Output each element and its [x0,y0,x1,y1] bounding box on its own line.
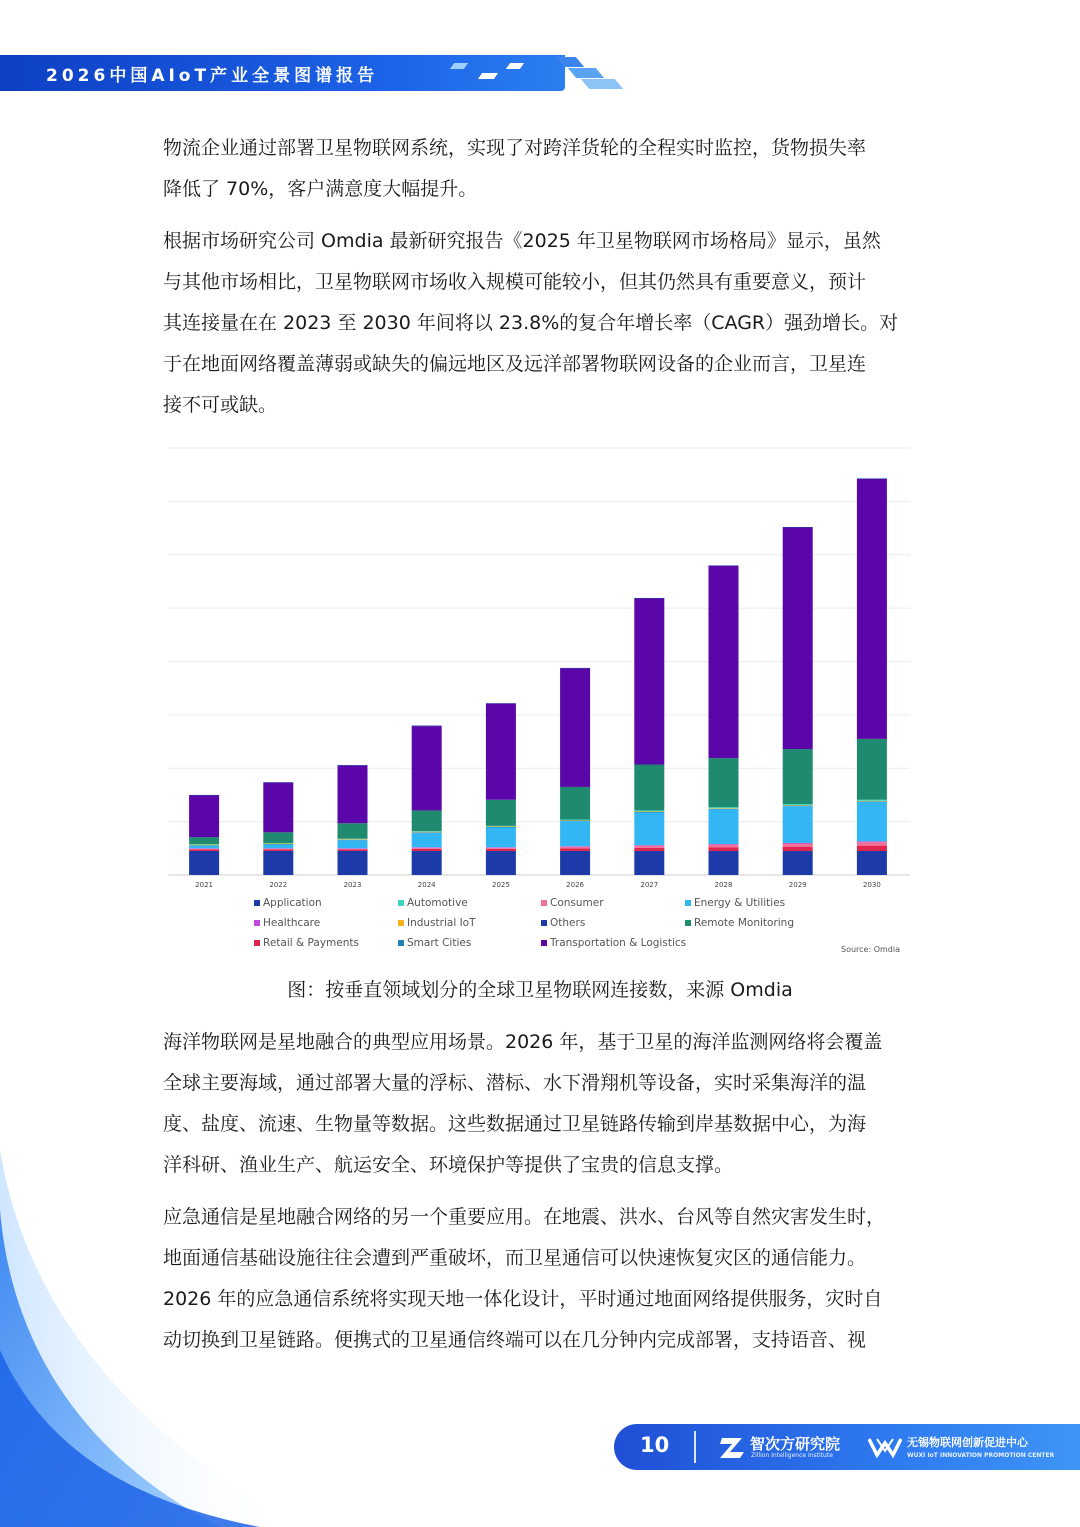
legend-label: Others [550,917,586,929]
bar-segment [338,839,368,840]
bar-segment [263,849,293,851]
bar-segment [412,831,442,832]
bar-segment [189,846,219,849]
bar-segment [412,851,442,875]
bar-segment [486,826,516,827]
bar-segment [560,848,590,851]
report-title: 2026中国AIoT产业全景图谱报告 [46,66,379,86]
x-tick-label: 2028 [714,881,733,889]
bar-segment [857,841,887,842]
bar-segment [338,823,368,838]
bar-segment [486,827,516,828]
text-line: 2026 年的应急通信系统将实现天地一体化设计，平时通过地面网络提供服务，灾时自 [163,1288,883,1310]
bar-segment [263,851,293,875]
bar-segment [709,845,739,848]
bar-segment [783,805,813,806]
bar-segment [412,726,442,727]
text-line: 全球主要海域，通过部署大量的浮标、潜标、水下滑翔机等设备，实时采集海洋的温 [163,1072,867,1094]
bar-segment [560,821,590,822]
bar-segment [338,766,368,824]
bar-segment [857,479,887,739]
bar-segment [857,846,887,851]
bar-segment [783,806,813,807]
legend-label: Application [263,897,322,909]
org2-subtitle: WUXI IoT INNOVATION PROMOTION CENTER [907,1452,1055,1459]
text-line: 海洋物联网是星地融合的典型应用场景。2026 年，基于卫星的海洋监测网络将会覆盖 [163,1031,883,1053]
bar-segment [634,851,664,875]
bar-segment [783,847,813,851]
bar-segment [560,819,590,820]
bar-segment [709,566,739,758]
bar-segment [412,810,442,831]
bar-segment [634,848,664,851]
legend-label: Consumer [550,897,604,909]
text-line: 应急通信是星地融合网络的另一个重要应用。在地震、洪水、台风等自然灾害发生时， [163,1206,886,1228]
bar-segment [189,849,219,851]
text-line: 与其他市场相比，卫星物联网市场收入规模可能较小，但其仍然具有重要意义，预计 [163,271,867,293]
bar-segment [263,845,293,849]
chart-svg [160,440,920,970]
bar-segment [486,847,516,848]
page-number: 10 [640,1433,670,1457]
bar-segment [486,851,516,875]
bar-segment [709,809,739,844]
bar-segment [189,848,219,849]
x-tick-label: 2026 [566,881,585,889]
text-line: 接不可或缺。 [163,394,278,416]
legend-swatch [254,940,260,946]
bar-segment [857,801,887,802]
x-tick-label: 2022 [269,881,288,889]
header-banner [0,55,640,93]
bar-segment [412,848,442,849]
paragraph-omdia [163,221,923,426]
bar-segment [634,598,664,599]
bar-segment [263,849,293,850]
bar-segment [412,832,442,833]
bar-segment [783,843,813,844]
legend-swatch [541,900,547,906]
x-tick-label: 2024 [417,881,436,889]
bar-segment [263,832,293,843]
bar-segment [412,849,442,851]
bar-segment [634,811,664,812]
text-line: 降低了 70%，客户满意度大幅提升。 [163,178,478,200]
bar-segment [412,847,442,848]
bar-segment [857,478,887,479]
org2-name: 无锡物联网创新促进中心 [907,1436,1028,1449]
bar-segment [709,808,739,809]
text-line: 度、盐度、流速、生物量等数据。这些数据通过卫星链路传输到岸基数据中心，为海 [163,1113,867,1135]
legend-label: Healthcare [263,917,321,929]
bar-segment [189,845,219,846]
bar-segment [709,844,739,845]
bar-segment [709,847,739,851]
bar-segment [412,833,442,847]
bar-segment [338,848,368,849]
wuxi-logo-icon [868,1436,902,1458]
bar-segment [857,802,887,841]
legend-swatch [685,900,691,906]
bar-segment [634,845,664,846]
bar-segment [486,800,516,826]
legend-label: Transportation & Logistics [550,937,687,949]
text-line: 洋科研、渔业生产、航运安全、环境保护等提供了宝贵的信息支撑。 [163,1154,734,1176]
legend-swatch [398,900,404,906]
bar-segment [263,783,293,833]
x-tick-label: 2025 [491,881,510,889]
x-tick-label: 2029 [788,881,807,889]
legend-swatch [254,900,260,906]
bar-segment [486,703,516,704]
bar-segment [560,820,590,821]
bar-segment [857,842,887,846]
legend-label: Remote Monitoring [694,917,795,929]
decorative-wave [0,1150,420,1527]
x-tick-label: 2021 [195,881,214,889]
org1-subtitle: Zillion Intelligence Institute [751,1452,833,1459]
bar-segment [857,800,887,801]
bar-segment [189,844,219,845]
bar-segment [338,849,368,851]
text-line: 物流企业通过部署卫星物联网系统，实现了对跨洋货轮的全程实时监控，货物损失率 [163,137,867,159]
bar-segment [189,849,219,850]
bar-segment [263,844,293,845]
bar-segment [783,806,813,843]
bar-segment [189,795,219,796]
bar-segment [263,782,293,783]
bar-segment [783,749,813,804]
bar-segment [486,827,516,847]
text-line: 地面通信基础设施往往会遭到严重破坏，而卫星通信可以快速恢复灾区的通信能力。 [163,1247,867,1269]
bar-segment [783,804,813,805]
bar-segment [634,812,664,813]
footer-divider [694,1431,696,1463]
bar-segment [486,704,516,800]
x-tick-label: 2023 [343,881,362,889]
text-line: 于在地面网络覆盖薄弱或缺失的偏远地区及远洋部署物联网设备的企业而言，卫星连 [163,353,867,375]
bar-segment [189,845,219,846]
bar-segment [560,668,590,669]
bar-segment [783,527,813,528]
bar-segment [560,668,590,786]
bar-segment [783,528,813,750]
bar-segment [634,599,664,765]
bar-segment [709,807,739,808]
bar-segment [634,765,664,811]
text-line: 动切换到卫星链路。便携式的卫星通信终端可以在几分钟内完成部署，支持语音、视 [163,1329,867,1351]
footer-bar [614,1424,1080,1470]
org1-name: 智次方研究院 [750,1435,841,1453]
legend-swatch [541,920,547,926]
bar-segment [857,851,887,875]
bar-segment [189,837,219,844]
bar-segment [560,787,590,820]
paragraph-logistics [163,128,923,210]
bar-segment [634,846,664,848]
legend-swatch [398,920,404,926]
legend-swatch [541,940,547,946]
chart-source: Source: Omdia [840,945,900,954]
bar-segment [338,840,368,848]
figure-caption: 图：按垂直领域划分的全球卫星物联网连接数，来源 Omdia [287,979,793,1001]
x-tick-label: 2030 [862,881,881,889]
bar-segment [338,839,368,840]
text-line: 根据市场研究公司 Omdia 最新研究报告《2025 年卫星物联网市场格局》显示，虽然 [163,230,881,252]
bar-segment [634,813,664,846]
bar-segment [338,840,368,841]
bar-segment [709,809,739,810]
legend-label: Energy & Utilities [694,897,786,909]
legend-swatch [398,940,404,946]
bar-segment [338,851,368,875]
bar-segment [709,565,739,566]
legend-label: Retail & Payments [263,937,359,949]
bar-segment [412,832,442,833]
header-stripe [568,68,604,78]
x-tick-label: 2027 [640,881,659,889]
stacked-bar-chart [160,440,920,970]
zillion-logo-icon [718,1432,748,1462]
bar-segment [560,821,590,846]
bar-segment [857,801,887,802]
bar-segment [486,848,516,849]
header-stripe [581,79,623,89]
bar-segment [560,846,590,847]
bar-segment [709,851,739,875]
bar-segment [263,844,293,845]
bar-segment [486,826,516,827]
bar-segment [486,849,516,851]
legend-swatch [254,920,260,926]
legend-swatch [685,920,691,926]
bar-segment [189,795,219,837]
bar-segment [560,847,590,849]
bar-segment [338,765,368,766]
bar-segment [709,758,739,807]
bar-segment [857,739,887,800]
bar-segment [634,810,664,811]
bar-segment [560,851,590,875]
bar-segment [263,848,293,849]
bar-segment [783,844,813,847]
bar-segment [338,849,368,850]
legend-label: Automotive [407,897,468,909]
bar-segment [263,843,293,844]
text-line: 其连接量在在 2023 至 2030 年间将以 23.8%的复合年增长率（CAGR）强劲增长。对 [163,312,899,334]
bar-segment [412,726,442,810]
legend-label: Industrial IoT [407,917,476,929]
bar-segment [189,851,219,875]
bar-segment [783,851,813,875]
legend-label: Smart Cities [407,937,472,949]
